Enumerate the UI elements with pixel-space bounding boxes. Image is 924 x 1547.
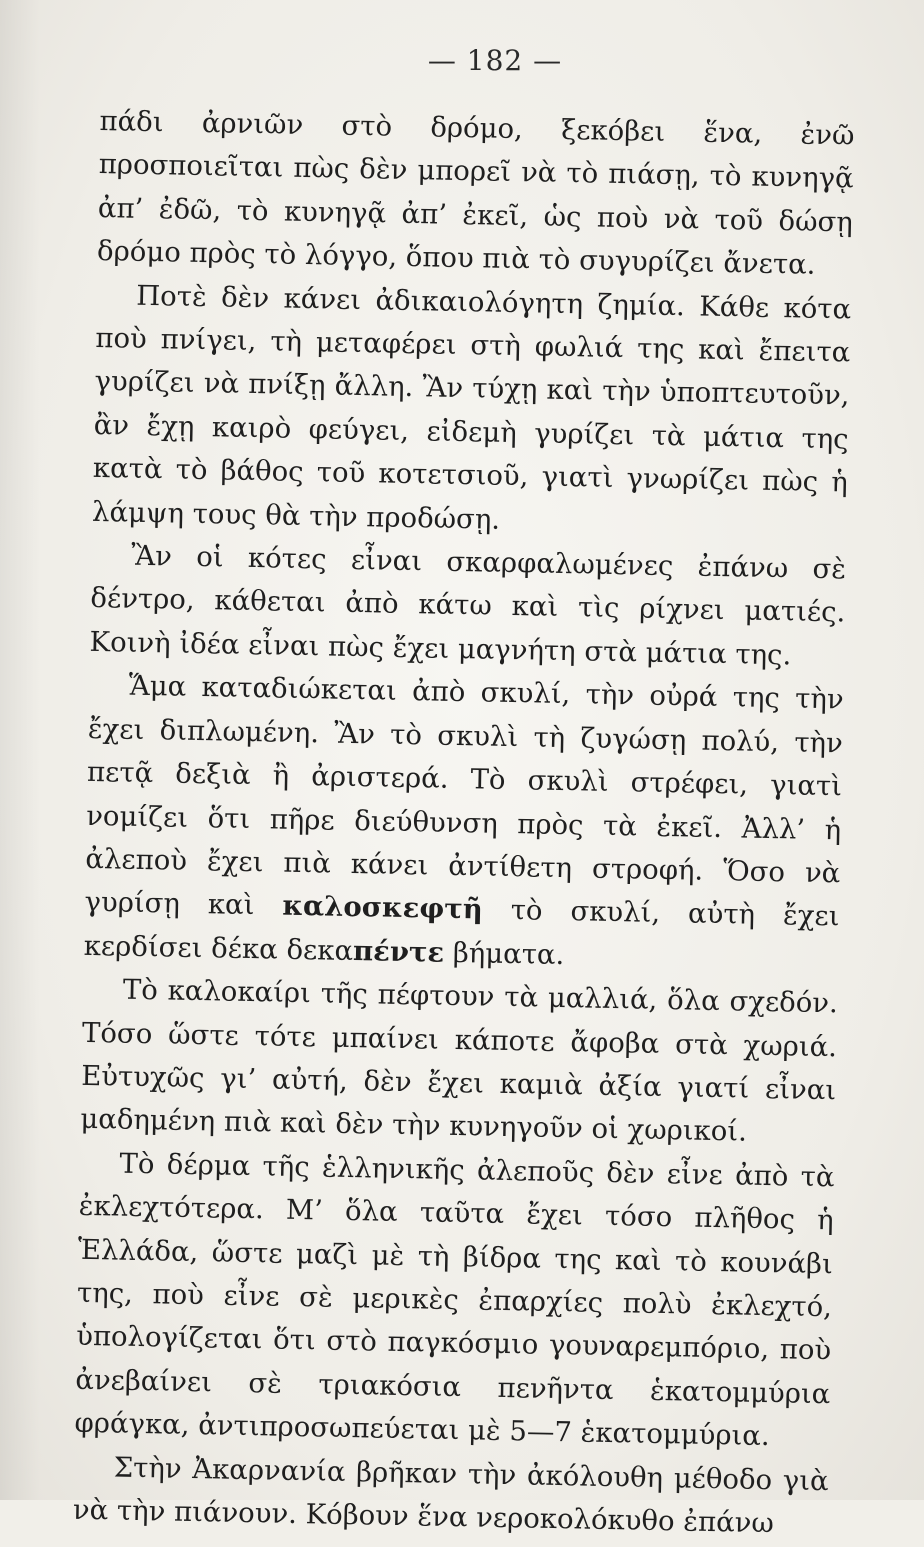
paragraph-4-bold-word-1: καλοσκεφτῆ [282, 889, 484, 926]
paragraph-4-text-end: βήματα. [443, 936, 565, 971]
paragraph-7: Στὴν Ἀκαρνανία βρῆκαν τὴν ἀκόλουθη μέθοδο γιὰ νὰ τὴν πιάνουν. Κόβουν ἕνα νεροκολόκυθο ἐπάνω [72, 1451, 829, 1540]
paragraph-3: Ἂν οἱ κότες εἶναι σκαρφαλωμένες ἐπάνω σὲ δέντρο, κάθεται ἀπὸ κάτω καὶ τὶς ρίχνει ματιές. Κοινὴ ἰδέα εἶναι πὼς ἔχει μαγνήτη στὰ μάτια της. [89, 539, 847, 672]
paragraph-1: πάδι ἀρνιῶν στὸ δρόμο, ξεκόβει ἕνα, ἐνῶ προσποιεῖται πὼς δὲν μπορεῖ νὰ τὸ πιάσῃ, τὸ κυνηγᾷ ἀπ’ ἐδῶ, τὸ κυνηγᾷ ἀπ’ ἐκεῖ, ὡς ποὺ νὰ τοῦ δώσῃ δρόμο πρὸς τὸ λόγγο, ὅπου πιὰ τὸ συγυρίζει ἄνετα. [96, 104, 855, 281]
page-number: — 182 — [427, 44, 563, 77]
paragraph-4 [83, 664, 844, 982]
paragraph-4-bold-word-2: πέντε [352, 934, 445, 969]
paragraph-4-text-middle: τὸ σκυλί, αὐτὴ ἔχει κερδίσει δέκα δεκα [83, 893, 840, 967]
paragraph-5: Τὸ καλοκαίρι τῆς πέφτουν τὰ μαλλιά, ὅλα σχεδόν. Τόσο ὥστε τότε μπαίνει κάποτε ἄφοβα στὰ χωριά. Εὐτυχῶς γι’ αὐτή, δὲν ἔχει καμιὰ ἀξία γιατί εἶναι μαδημένη πιὰ καὶ δὲν τὴν κυνηγοῦν οἱ χωρικοί. [80, 973, 839, 1148]
page-body-text [73, 100, 855, 1547]
paragraph-2: Ποτὲ δὲν κάνει ἀδικαιολόγητη ζημία. Κάθε κότα ποὺ πνίγει, τὴ μεταφέρει στὴ φωλιά της καὶ ἔπειτα γυρίζει νὰ πνίξῃ ἄλλη. Ἂν τύχῃ καὶ τὴν ὑποπτευτοῦν, ἂν ἔχῃ καιρὸ φεύγει, εἰδεμὴ γυρίζει τὰ μάτια της κατὰ τὸ βάθος τοῦ κοτετσιοῦ, γιατὶ γνωρίζει πὼς ἡ λάμψη τους θὰ τὴν προδώσῃ. [91, 279, 852, 536]
page-gutter-shadow [0, 0, 40, 1500]
paragraph-6: Τὸ δέρμα τῆς ἑλληνικῆς ἀλεποῦς δὲν εἶνε ἀπὸ τὰ ἐκλεχτότερα. Μ’ ὅλα ταῦτα ἔχει τόσο πλῆθος ἡ Ἑλλάδα, ὥστε μαζὶ μὲ τὴ βίδρα της καὶ τὸ κουνάβι της, ποὺ εἶνε σὲ μερικὲς ἐπαρχίες πολὺ ἐκλεχτό, ὑπολογίζεται ὅτι στὸ παγκόσμιο γουναρεμπόριο, ποὺ ἀνεβαίνει σὲ τριακόσια πενῆντα ἑκατομμύρια φράγκα, ἀντιπροσωπεύεται μὲ 5—7 ἑκατομμύρια. [74, 1147, 835, 1453]
paragraph-4-text-start: Ἅμα καταδιώκεται ἀπὸ σκυλί, τὴν οὐρά της τὴν ἔχει διπλωμένη. Ἂν τὸ σκυλὶ τὴ ζυγώσῃ πολύ, τὴν πετᾷ δεξιὰ ἢ ἀριστερά. Τὸ σκυλὶ στρέφει, γιατὶ νομίζει ὅτι πῆρε διεύθυνση πρὸς τὰ ἐκεῖ. Ἀλλ’ ἡ ἀλεποὺ ἔχει πιὰ κάνει ἀντίθετη στροφή. Ὅσο νὰ γυρίσῃ καὶ [84, 669, 844, 922]
